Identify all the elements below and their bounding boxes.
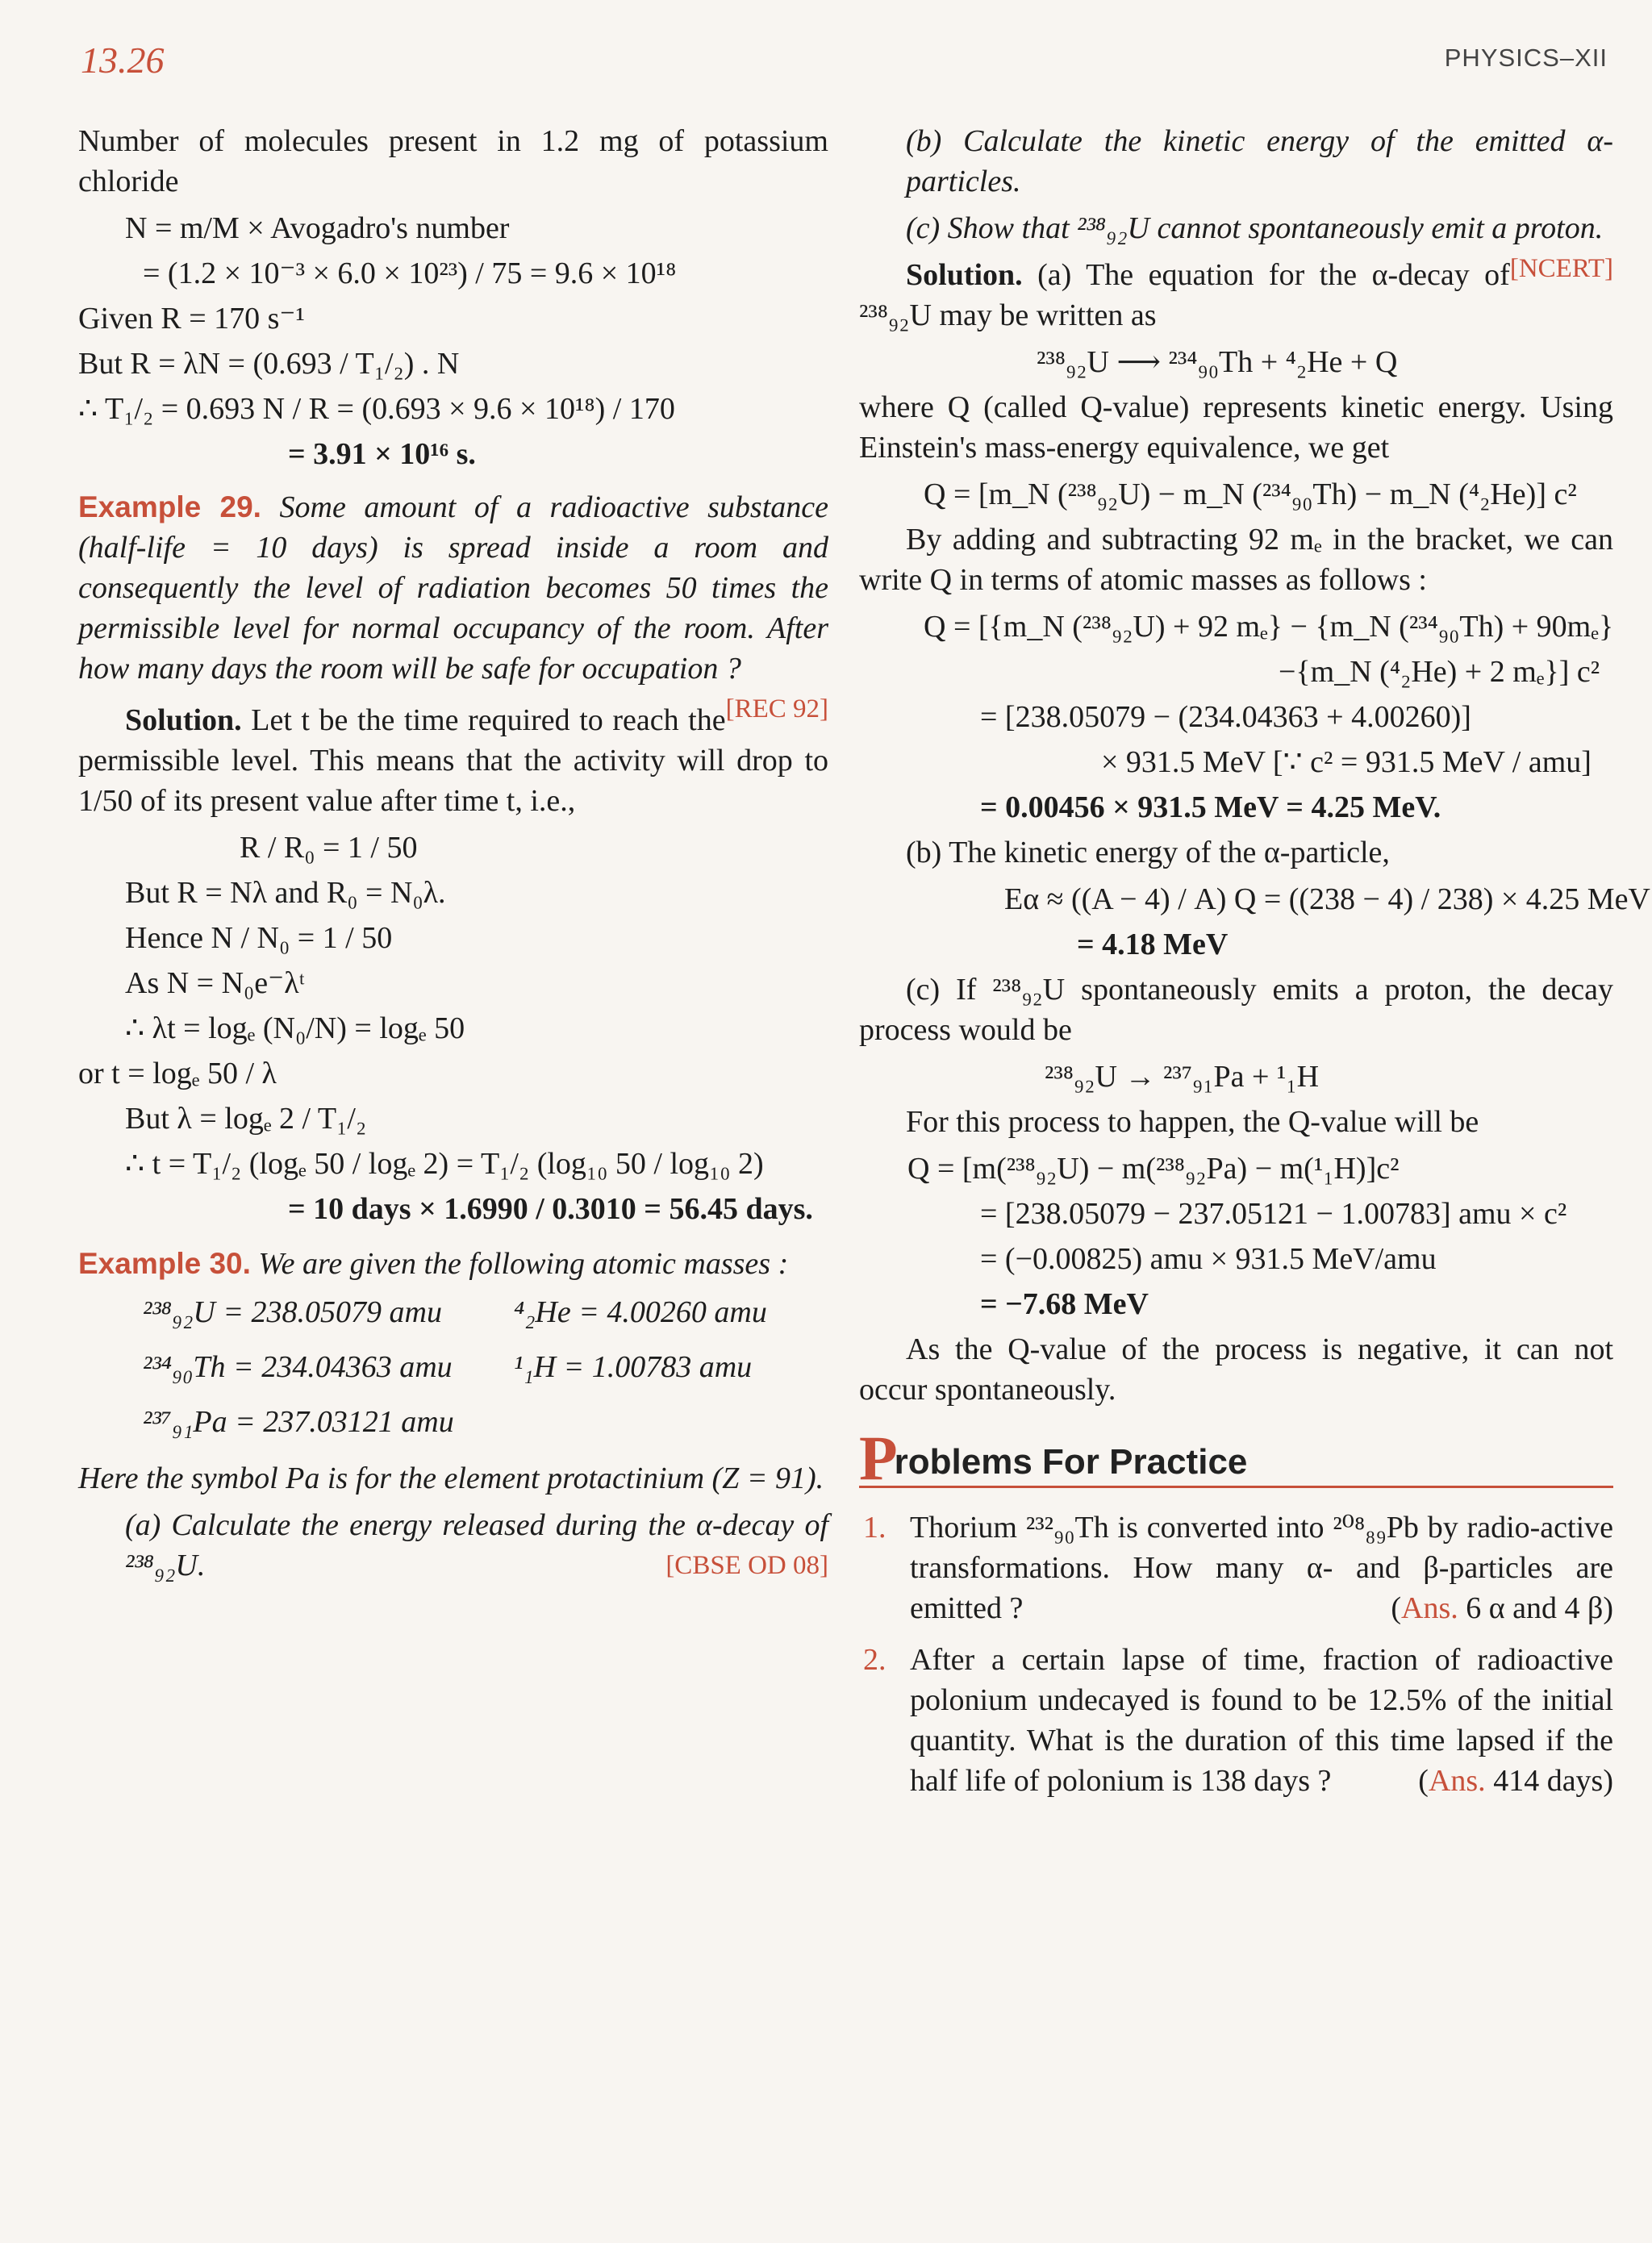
solution-label: Solution. (125, 703, 242, 737)
equation: ∴ T₁/₂ = 0.693 N / R = (0.693 × 9.6 × 10¹⁸) / 170 (78, 392, 675, 426)
solution-29 (78, 700, 828, 821)
example-text: Some amount of a radioactive substance (half-life = 10 days) is spread inside a room and consequently the level of radiation becomes 50 times the permissible level for normal occupancy of the room. After how many days the room will be safe for occupation ? (78, 490, 829, 686)
result: = 10 days × 1.6990 / 0.3010 = 56.45 days. (288, 1192, 813, 1226)
answer-label: Ans. (1428, 1764, 1486, 1798)
equation: Given R = 170 s⁻¹ (78, 302, 305, 336)
left-column (78, 121, 828, 1592)
problems-heading (859, 1423, 1613, 1493)
example-label: Example 30. (78, 1247, 251, 1280)
mass-item: ²³⁸₉₂U = 238.05079 amu (143, 1295, 442, 1329)
result: = −7.68 MeV (980, 1287, 1149, 1321)
mass-item: ⁴₂He = 4.00260 amu (514, 1295, 767, 1329)
equation: ²³⁸₉₂U ⟶ ²³⁴₉₀Th + ⁴₂He + Q (1037, 345, 1398, 379)
equation: But R = λN = (0.693 / T₁/₂) . N (78, 347, 460, 381)
paragraph: By adding and subtracting 92 mₑ in the bracket, we can write Q in terms of atomic masses as follows : (859, 523, 1613, 597)
question-text: (a) Calculate the energy released during the α-decay of ²³⁸₉₂U. (125, 1508, 828, 1582)
equation: −{m_N (⁴₂He) + 2 mₑ}] c² (1279, 655, 1600, 689)
solution-30 (859, 255, 1613, 336)
equation: Q = [{m_N (²³⁸₉₂U) + 92 mₑ} − {m_N (²³⁴₉₀Th) + 90mₑ} (924, 610, 1614, 644)
intro-text: Number of molecules present in 1.2 mg of potassium chloride (78, 124, 828, 198)
mass-item: ²³⁴₉₀Th = 234.04363 amu (143, 1350, 453, 1384)
question-a (78, 1505, 828, 1586)
equation: But λ = logₑ 2 / T₁/₂ (125, 1102, 367, 1136)
right-column (859, 121, 1650, 1812)
page-number: 13.26 (81, 40, 165, 81)
equation: × 931.5 MeV [∵ c² = 931.5 MeV / amu] (1101, 745, 1592, 779)
pa-note: Here the symbol Pa is for the element protactinium (Z = 91). (78, 1461, 824, 1495)
answer-value: 414 days) (1493, 1764, 1613, 1798)
question-b: (b) Calculate the kinetic energy of the emitted α-particles. (906, 124, 1613, 198)
question-text: (c) Show that ²³⁸₉₂U cannot spontaneously emit a proton. (906, 211, 1604, 245)
equation: = (1.2 × 10⁻³ × 6.0 × 10²³) / 75 = 9.6 × 10¹⁸ (143, 256, 677, 290)
example-text: We are given the following atomic masses : (258, 1247, 789, 1281)
equation: But R = Nλ and R₀ = N₀λ. (125, 876, 446, 910)
equation: Eα ≈ ((A − 4) / A) Q = ((238 − 4) / 238) × 4.25 MeV (1004, 882, 1650, 916)
paragraph: For this process to happen, the Q-value will be (906, 1105, 1479, 1139)
problems-initial: P (859, 1423, 898, 1493)
solution-text: (a) The equation for the α-decay of ²³⁸₉₂U may be written as (859, 258, 1510, 332)
result: = 4.18 MeV (1077, 928, 1229, 961)
answer-label: Ans. (1401, 1591, 1458, 1625)
problem-question: Thorium ²³²₉₀Th is converted into ²⁰⁸₈₉Pb by radio-active transformations. How many α- and β-particles are emitted ? (910, 1511, 1613, 1625)
problem-text (910, 1640, 1613, 1801)
paragraph: where Q (called Q-value) represents kinetic energy. Using Einstein's mass-energy equivalence, we get (859, 390, 1613, 465)
result: = 3.91 × 10¹⁶ s. (288, 437, 476, 471)
answer: (Ans. 414 days) (1418, 1764, 1613, 1798)
problem-question: After a certain lapse of time, fraction of radioactive polonium undecayed is found to be 12.5% of the initial quantity. What is the duration of this time lapsed if the half life of polonium is 138 days ? (910, 1643, 1613, 1798)
source-tag: [REC 92] (725, 694, 828, 723)
problem-number: 2. (863, 1643, 886, 1677)
equation: = (−0.00825) amu × 931.5 MeV/amu (980, 1242, 1437, 1276)
running-head: PHYSICS–XII (1444, 44, 1608, 72)
equation: R / R₀ = 1 / 50 (240, 831, 418, 865)
problem-item (859, 1640, 1613, 1801)
equation: or t = logₑ 50 / λ (78, 1057, 277, 1090)
equation: ²³⁸₉₂U → ²³⁷₉₁Pa + ¹₁H (1045, 1060, 1320, 1094)
paragraph: As the Q-value of the process is negative, it can not occur spontaneously. (859, 1332, 1613, 1407)
answer: (Ans. 6 α and 4 β) (1391, 1591, 1613, 1625)
solution-text: Let t be the time required to reach the permissible level. This means that the activity will drop to 1/50 of its present value after time t, i.e., (78, 703, 828, 818)
problem-number: 1. (863, 1511, 886, 1545)
paragraph: (b) The kinetic energy of the α-particle, (906, 836, 1390, 869)
answer-value: 6 α and 4 β) (1466, 1591, 1613, 1625)
equation: ∴ t = T₁/₂ (logₑ 50 / logₑ 2) = T₁/₂ (log₁₀ 50 / log₁₀ 2) (125, 1147, 764, 1181)
paragraph: (c) If ²³⁸₉₂U spontaneously emits a proton, the decay process would be (859, 973, 1613, 1047)
equation: = [238.05079 − (234.04363 + 4.00260)] (980, 700, 1471, 734)
equation: = [238.05079 − 237.05121 − 1.00783] amu × c² (980, 1197, 1567, 1231)
problem-text (910, 1507, 1613, 1628)
example-label: Example 29. (78, 490, 261, 523)
solution-label: Solution. (906, 258, 1023, 292)
equation: Q = [m_N (²³⁸₉₂U) − m_N (²³⁴₉₀Th) − m_N (⁴₂He)] c² (924, 477, 1577, 511)
result: = 0.00456 × 931.5 MeV = 4.25 MeV. (980, 790, 1441, 824)
source-tag: [CBSE OD 08] (665, 1551, 828, 1580)
problems-title-text: roblems For Practice (894, 1442, 1248, 1482)
equation: Hence N / N₀ = 1 / 50 (125, 921, 393, 955)
equation: N = m/M × Avogadro's number (125, 211, 510, 245)
equation: As N = N₀e⁻λᵗ (125, 966, 305, 1000)
mass-item: ²³⁷₉₁Pa = 237.03121 amu (143, 1405, 454, 1439)
problem-item (859, 1507, 1613, 1628)
mass-item: ¹₁H = 1.00783 amu (514, 1350, 753, 1384)
source-tag: [NCERT] (1509, 254, 1613, 283)
equation: ∴ λt = logₑ (N₀/N) = logₑ 50 (125, 1011, 465, 1045)
example-30 (78, 1244, 828, 1284)
atomic-masses (143, 1292, 828, 1442)
equation: Q = [m(²³⁸₉₂U) − m(²³⁸₉₂Pa) − m(¹₁H)]c² (907, 1152, 1400, 1186)
